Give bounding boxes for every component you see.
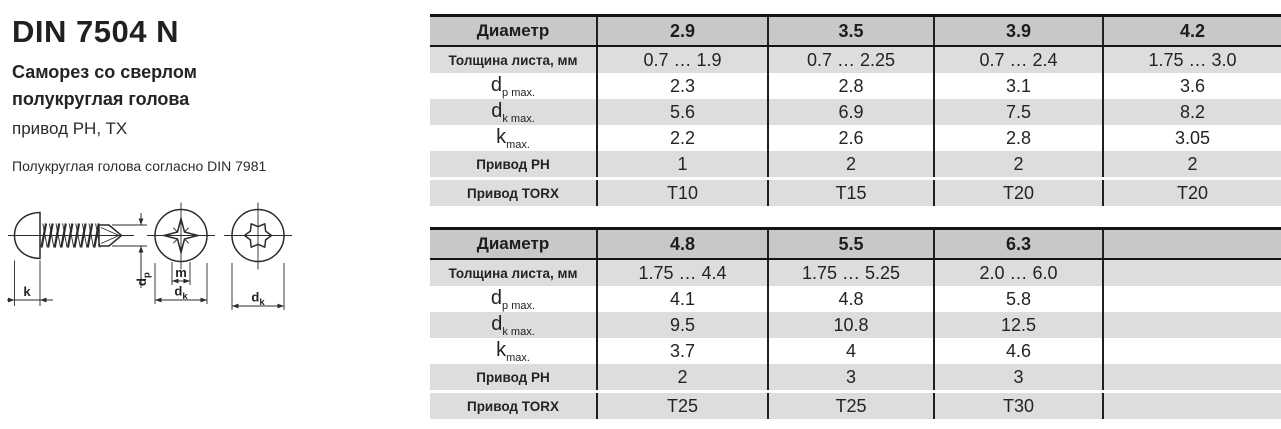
dim-subscript: k [259,297,265,308]
row-label [430,338,597,364]
technical-drawing [6,202,426,327]
dim-label-m: m [175,265,187,280]
value-cell: 2.6 [768,125,934,151]
value-cell: 2 [1103,151,1281,179]
diameter-col-header: 4.2 [1103,16,1281,47]
value-cell: 3.6 [1179,75,1206,96]
dim-symbol: d [490,286,503,309]
page-title: DIN 7504 N [12,14,179,49]
dim-subscript: k max. [502,112,535,125]
value-cell: 2.0 … 6.0 [934,259,1103,286]
dim-label-k: k [23,284,31,299]
value-cell: 2.2 [597,125,768,151]
value-cell: 10.8 [768,312,934,338]
table-row-drive-torx [430,179,1281,207]
value-cell: 0.7 … 1.9 [597,46,768,73]
value-cell: T20 [934,179,1103,207]
table-row-sheet-thickness [430,46,1281,73]
row-label [430,73,597,99]
row-label [430,99,597,125]
row-label: Привод TORX [430,179,597,207]
table-header-row [430,16,1281,47]
dim-symbol: k [496,125,507,148]
value-cell: 0.7 … 2.4 [934,46,1103,73]
table-header-row [430,229,1281,260]
dim-symbol: d [174,283,183,299]
dimension-m [172,262,190,285]
dim-subscript: k max. [502,325,535,338]
value-cell: 1.75 … 5.25 [768,259,934,286]
dim-subscript: p [141,272,153,279]
value-cell: T25 [597,392,768,420]
value-cell: 3.1 [934,73,1103,99]
value-cell: 2.8 [934,125,1103,151]
row-label: Привод TORX [430,392,597,420]
value-cell: 4.6 [934,338,1103,364]
dim-symbol: d [491,99,503,122]
row-label [430,125,597,151]
table-row-dk-max [430,312,1281,338]
diameter-col-header [1103,229,1281,260]
value-cell: 2 [934,151,1103,179]
value-cell: 3.05 [1174,127,1211,148]
value-cell: T20 [1103,179,1281,207]
row-label: Толщина листа, мм [430,259,597,286]
value-cell [1103,312,1281,338]
dim-symbol: d [134,278,149,286]
diameter-header-label: Диаметр [430,229,597,260]
subtitle-line-2: полукруглая голова [12,89,190,109]
dim-label-dp [134,272,153,286]
table-row-k-max [430,338,1281,364]
torx-head-view [224,203,292,270]
value-cell: 3 [768,364,934,392]
spec-table-large-diameters [430,227,1281,419]
value-cell: T30 [934,392,1103,420]
value-cell [1103,259,1281,286]
table-row-dk-max [430,99,1281,125]
value-cell: 0.7 … 2.25 [768,46,934,73]
dim-symbol: d [491,312,503,335]
value-cell: 12.5 [934,312,1103,338]
row-label [430,312,597,338]
table-row-dp-max [430,73,1281,99]
dimension-dk-torx [232,263,284,310]
spec-tables [430,14,1281,419]
row-label: Привод PH [430,151,597,179]
value-cell: T15 [768,179,934,207]
dim-subscript: max. [506,138,530,151]
value-cell: 9.5 [597,312,768,338]
dim-subscript: p max. [502,86,536,99]
dim-symbol: d [251,289,260,305]
value-cell: 4.1 [597,286,768,312]
value-cell: 6.9 [768,99,934,125]
table-row-drive-torx [430,392,1281,420]
dim-subscript: p max. [502,299,536,312]
drive-type-text: привод PH, TX [12,119,128,138]
value-cell: 2.3 [597,73,768,99]
value-cell: 5.8 [934,286,1103,312]
row-label: Толщина листа, мм [430,46,597,73]
diameter-header-label: Диаметр [430,16,597,47]
dim-symbol: d [490,73,503,96]
value-cell [1103,392,1281,420]
spec-table-small-diameters [430,14,1281,206]
table-row-drive-ph [430,364,1281,392]
value-cell: T25 [768,392,934,420]
dim-symbol: k [496,338,507,361]
value-cell: 2 [597,364,768,392]
value-cell [1103,338,1281,364]
value-cell: 3.7 [597,338,768,364]
table-row-drive-ph [430,151,1281,179]
screw-side-view [8,213,134,259]
value-cell: 1.75 … 4.4 [597,259,768,286]
table-row-sheet-thickness [430,259,1281,286]
diameter-col-header: 5.5 [768,229,934,260]
dimension-dp [112,213,153,288]
dim-subscript: max. [506,351,530,364]
value-cell: 1 [597,151,768,179]
value-cell: 8.2 [1103,99,1281,125]
value-cell: 5.6 [597,99,768,125]
row-label [430,286,597,312]
value-cell: 1.75 … 3.0 [1103,46,1281,73]
dim-label-dk [251,290,265,309]
value-cell: T10 [597,179,768,207]
value-cell: 7.5 [934,99,1103,125]
diameter-col-header: 6.3 [934,229,1103,260]
value-cell [1103,286,1281,312]
table-row-k-max [430,125,1281,151]
value-cell: 2 [768,151,934,179]
diameter-col-header: 4.8 [597,229,768,260]
value-cell: 3 [934,364,1103,392]
diameter-col-header: 3.9 [934,16,1103,47]
subtitle-line-1: Саморез со сверлом [12,62,197,82]
value-cell: 4 [768,338,934,364]
dim-subscript: k [182,291,188,302]
value-cell: 2.8 [768,73,934,99]
dim-label-dk [174,284,188,303]
value-cell [1103,364,1281,392]
table-row-dp-max [430,286,1281,312]
product-subtitle [12,59,197,113]
dimension-k [7,261,53,307]
phillips-head-view [147,203,215,270]
diameter-col-header: 3.5 [768,16,934,47]
value-cell: 4.8 [768,286,934,312]
head-standard-note: Полукруглая голова согласно DIN 7981 [12,158,267,174]
diameter-col-header: 2.9 [597,16,768,47]
row-label: Привод PH [430,364,597,392]
